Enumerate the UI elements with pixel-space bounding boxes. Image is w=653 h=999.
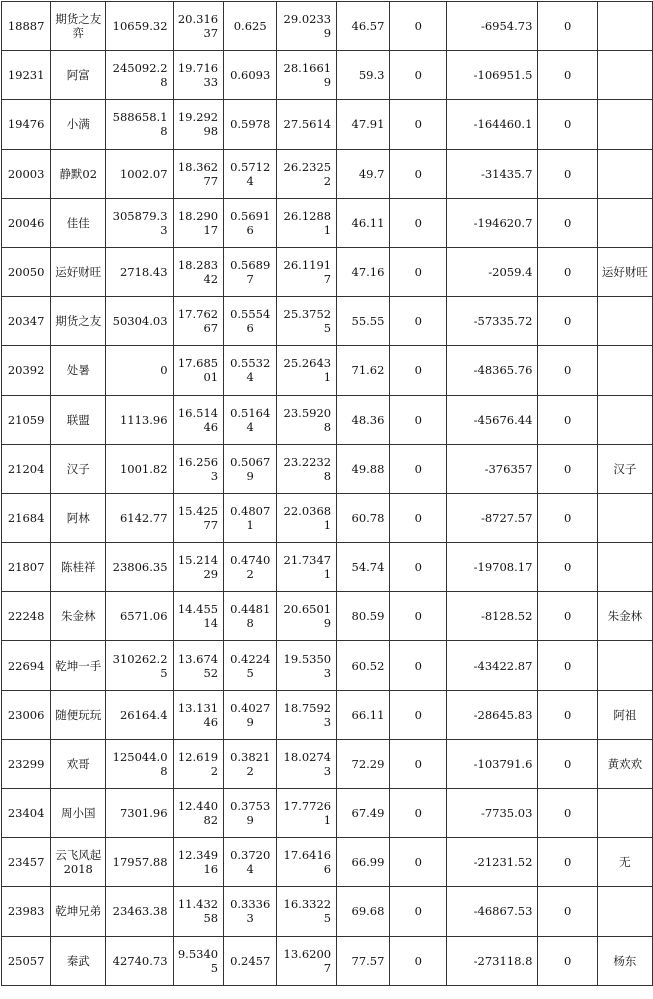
- cell-value-d: 28.16619: [277, 51, 337, 100]
- cell-id: 20046: [2, 198, 51, 247]
- cell-balance: 2718.43: [106, 247, 173, 296]
- cell-id: 20003: [2, 149, 51, 198]
- cell-id: 21059: [2, 395, 51, 444]
- cell-id: 23299: [2, 739, 51, 788]
- cell-value-c: 0.55546: [224, 297, 277, 346]
- cell-id: 18887: [2, 2, 51, 51]
- cell-value-f: 0: [390, 51, 447, 100]
- cell-value-e: 49.88: [337, 444, 390, 493]
- cell-name: 期货之友: [51, 297, 106, 346]
- cell-value-g: -2059.4: [447, 247, 538, 296]
- cell-value-g: -273118.8: [447, 936, 538, 985]
- cell-balance: 23463.38: [106, 887, 173, 936]
- data-table: [1, 1, 653, 986]
- cell-value-b: 16.51446: [173, 395, 224, 444]
- cell-value-c: 0.2457: [224, 936, 277, 985]
- table-row: [2, 51, 653, 100]
- cell-value-d: 17.77261: [277, 789, 337, 838]
- cell-value-f: 0: [390, 838, 447, 887]
- cell-value-d: 20.65019: [277, 592, 337, 641]
- cell-note: [597, 395, 652, 444]
- cell-value-h: 0: [538, 346, 597, 395]
- cell-id: 23404: [2, 789, 51, 838]
- cell-value-b: 9.53405: [173, 936, 224, 985]
- table-row: [2, 739, 653, 788]
- cell-name: 欢哥: [51, 739, 106, 788]
- cell-value-e: 47.91: [337, 100, 390, 149]
- cell-note: [597, 543, 652, 592]
- cell-value-c: 0.625: [224, 2, 277, 51]
- table-row: [2, 149, 653, 198]
- cell-note: [597, 641, 652, 690]
- cell-value-b: 13.67452: [173, 641, 224, 690]
- cell-balance: 305879.33: [106, 198, 173, 247]
- cell-value-h: 0: [538, 2, 597, 51]
- cell-balance: 6571.06: [106, 592, 173, 641]
- cell-value-d: 18.02743: [277, 739, 337, 788]
- cell-balance: 23806.35: [106, 543, 173, 592]
- cell-id: 22248: [2, 592, 51, 641]
- cell-value-b: 16.2563: [173, 444, 224, 493]
- cell-name: 期货之友弈: [51, 2, 106, 51]
- cell-value-c: 0.50679: [224, 444, 277, 493]
- cell-value-e: 71.62: [337, 346, 390, 395]
- cell-value-g: -48365.76: [447, 346, 538, 395]
- table-row: [2, 346, 653, 395]
- cell-value-e: 47.16: [337, 247, 390, 296]
- cell-name: 乾坤兄弟: [51, 887, 106, 936]
- cell-value-d: 29.02339: [277, 2, 337, 51]
- cell-note: 汉子: [597, 444, 652, 493]
- cell-value-c: 0.38212: [224, 739, 277, 788]
- cell-value-f: 0: [390, 789, 447, 838]
- table-row: [2, 887, 653, 936]
- cell-value-c: 0.44818: [224, 592, 277, 641]
- cell-note: [597, 149, 652, 198]
- cell-value-d: 26.11917: [277, 247, 337, 296]
- cell-value-e: 80.59: [337, 592, 390, 641]
- cell-balance: 17957.88: [106, 838, 173, 887]
- cell-value-g: -19708.17: [447, 543, 538, 592]
- cell-name: 阿林: [51, 493, 106, 542]
- cell-value-e: 59.3: [337, 51, 390, 100]
- cell-note: [597, 51, 652, 100]
- cell-note: 杨东: [597, 936, 652, 985]
- cell-value-h: 0: [538, 838, 597, 887]
- cell-value-h: 0: [538, 493, 597, 542]
- table-row: [2, 198, 653, 247]
- cell-value-h: 0: [538, 149, 597, 198]
- cell-value-c: 0.51644: [224, 395, 277, 444]
- cell-value-c: 0.47402: [224, 543, 277, 592]
- cell-value-c: 0.6093: [224, 51, 277, 100]
- cell-value-e: 60.52: [337, 641, 390, 690]
- cell-value-d: 16.33225: [277, 887, 337, 936]
- cell-note: [597, 2, 652, 51]
- cell-value-g: -376357: [447, 444, 538, 493]
- cell-id: 20347: [2, 297, 51, 346]
- cell-value-g: -6954.73: [447, 2, 538, 51]
- cell-value-h: 0: [538, 395, 597, 444]
- table-row: [2, 2, 653, 51]
- cell-value-f: 0: [390, 690, 447, 739]
- cell-value-f: 0: [390, 887, 447, 936]
- cell-note: [597, 789, 652, 838]
- cell-id: 23006: [2, 690, 51, 739]
- table-row: [2, 543, 653, 592]
- cell-note: [597, 887, 652, 936]
- table-row: [2, 838, 653, 887]
- cell-value-f: 0: [390, 739, 447, 788]
- cell-value-b: 20.31637: [173, 2, 224, 51]
- cell-name: 处暑: [51, 346, 106, 395]
- cell-name: 运好财旺: [51, 247, 106, 296]
- cell-value-g: -21231.52: [447, 838, 538, 887]
- cell-value-d: 17.64166: [277, 838, 337, 887]
- cell-value-d: 26.12881: [277, 198, 337, 247]
- cell-value-b: 13.13146: [173, 690, 224, 739]
- cell-value-c: 0.40279: [224, 690, 277, 739]
- cell-note: [597, 198, 652, 247]
- table-row: [2, 247, 653, 296]
- cell-id: 21807: [2, 543, 51, 592]
- cell-value-g: -8727.57: [447, 493, 538, 542]
- cell-value-e: 48.36: [337, 395, 390, 444]
- cell-name: 汉子: [51, 444, 106, 493]
- cell-value-e: 49.7: [337, 149, 390, 198]
- cell-name: 阿富: [51, 51, 106, 100]
- cell-value-e: 67.49: [337, 789, 390, 838]
- cell-balance: 26164.4: [106, 690, 173, 739]
- cell-balance: 310262.25: [106, 641, 173, 690]
- cell-value-g: -106951.5: [447, 51, 538, 100]
- cell-value-f: 0: [390, 198, 447, 247]
- cell-value-c: 0.48071: [224, 493, 277, 542]
- cell-value-g: -46867.53: [447, 887, 538, 936]
- cell-value-d: 25.26431: [277, 346, 337, 395]
- cell-balance: 10659.32: [106, 2, 173, 51]
- cell-value-d: 23.59208: [277, 395, 337, 444]
- cell-note: [597, 493, 652, 542]
- cell-value-h: 0: [538, 51, 597, 100]
- table-row: [2, 690, 653, 739]
- cell-value-d: 26.23252: [277, 149, 337, 198]
- cell-balance: 1002.07: [106, 149, 173, 198]
- cell-name: 联盟: [51, 395, 106, 444]
- cell-value-g: -103791.6: [447, 739, 538, 788]
- cell-value-h: 0: [538, 789, 597, 838]
- cell-value-b: 18.29017: [173, 198, 224, 247]
- cell-value-d: 22.03681: [277, 493, 337, 542]
- cell-name: 随便玩玩: [51, 690, 106, 739]
- cell-note: 黄欢欢: [597, 739, 652, 788]
- cell-value-f: 0: [390, 2, 447, 51]
- cell-value-e: 66.11: [337, 690, 390, 739]
- cell-balance: 125044.08: [106, 739, 173, 788]
- cell-value-e: 55.55: [337, 297, 390, 346]
- cell-value-h: 0: [538, 739, 597, 788]
- cell-value-g: -28645.83: [447, 690, 538, 739]
- cell-value-f: 0: [390, 543, 447, 592]
- cell-value-e: 72.29: [337, 739, 390, 788]
- table-row: [2, 641, 653, 690]
- cell-id: 22694: [2, 641, 51, 690]
- cell-note: [597, 346, 652, 395]
- cell-balance: 0: [106, 346, 173, 395]
- cell-name: 乾坤一手: [51, 641, 106, 690]
- cell-value-d: 19.53503: [277, 641, 337, 690]
- cell-value-g: -7735.03: [447, 789, 538, 838]
- cell-value-d: 13.62007: [277, 936, 337, 985]
- cell-balance: 6142.77: [106, 493, 173, 542]
- cell-value-c: 0.37204: [224, 838, 277, 887]
- cell-value-h: 0: [538, 887, 597, 936]
- cell-balance: 50304.03: [106, 297, 173, 346]
- cell-value-g: -194620.7: [447, 198, 538, 247]
- cell-name: 周小国: [51, 789, 106, 838]
- cell-note: 运好财旺: [597, 247, 652, 296]
- cell-value-b: 11.43258: [173, 887, 224, 936]
- cell-value-e: 60.78: [337, 493, 390, 542]
- cell-value-h: 0: [538, 297, 597, 346]
- cell-value-f: 0: [390, 936, 447, 985]
- cell-value-h: 0: [538, 247, 597, 296]
- cell-value-b: 19.71633: [173, 51, 224, 100]
- cell-value-h: 0: [538, 592, 597, 641]
- cell-value-h: 0: [538, 100, 597, 149]
- cell-value-c: 0.42245: [224, 641, 277, 690]
- cell-value-e: 46.11: [337, 198, 390, 247]
- cell-value-h: 0: [538, 690, 597, 739]
- cell-value-c: 0.37539: [224, 789, 277, 838]
- cell-value-f: 0: [390, 149, 447, 198]
- table-row: [2, 789, 653, 838]
- cell-name: 静默02: [51, 149, 106, 198]
- cell-value-c: 0.57124: [224, 149, 277, 198]
- cell-value-g: -31435.7: [447, 149, 538, 198]
- cell-name: 秦武: [51, 936, 106, 985]
- cell-id: 20392: [2, 346, 51, 395]
- table-body: [2, 2, 653, 986]
- table-row: [2, 297, 653, 346]
- cell-balance: 588658.18: [106, 100, 173, 149]
- cell-value-c: 0.33363: [224, 887, 277, 936]
- cell-value-f: 0: [390, 247, 447, 296]
- cell-note: 阿祖: [597, 690, 652, 739]
- cell-value-f: 0: [390, 297, 447, 346]
- cell-value-d: 21.73471: [277, 543, 337, 592]
- cell-id: 21684: [2, 493, 51, 542]
- cell-id: 19231: [2, 51, 51, 100]
- table-row: [2, 592, 653, 641]
- cell-value-b: 17.76267: [173, 297, 224, 346]
- cell-value-e: 77.57: [337, 936, 390, 985]
- cell-name: 小满: [51, 100, 106, 149]
- cell-value-d: 18.75923: [277, 690, 337, 739]
- cell-value-c: 0.56916: [224, 198, 277, 247]
- cell-name: 朱金林: [51, 592, 106, 641]
- cell-value-f: 0: [390, 395, 447, 444]
- cell-value-c: 0.5978: [224, 100, 277, 149]
- cell-balance: 1001.82: [106, 444, 173, 493]
- cell-value-e: 66.99: [337, 838, 390, 887]
- cell-note: 无: [597, 838, 652, 887]
- cell-id: 23983: [2, 887, 51, 936]
- cell-value-g: -164460.1: [447, 100, 538, 149]
- cell-value-c: 0.56897: [224, 247, 277, 296]
- cell-value-b: 18.36277: [173, 149, 224, 198]
- cell-value-g: -45676.44: [447, 395, 538, 444]
- cell-note: 朱金林: [597, 592, 652, 641]
- cell-value-b: 15.21429: [173, 543, 224, 592]
- cell-value-b: 17.68501: [173, 346, 224, 395]
- table-row: [2, 395, 653, 444]
- cell-balance: 7301.96: [106, 789, 173, 838]
- cell-id: 19476: [2, 100, 51, 149]
- cell-value-e: 46.57: [337, 2, 390, 51]
- cell-value-f: 0: [390, 346, 447, 395]
- cell-name: 佳佳: [51, 198, 106, 247]
- cell-value-h: 0: [538, 936, 597, 985]
- cell-note: [597, 100, 652, 149]
- cell-value-b: 12.44082: [173, 789, 224, 838]
- cell-value-b: 15.42577: [173, 493, 224, 542]
- cell-id: 25057: [2, 936, 51, 985]
- cell-balance: 245092.28: [106, 51, 173, 100]
- table-row: [2, 100, 653, 149]
- cell-balance: 42740.73: [106, 936, 173, 985]
- cell-balance: 1113.96: [106, 395, 173, 444]
- table-row: [2, 936, 653, 985]
- cell-value-g: -57335.72: [447, 297, 538, 346]
- cell-name: 云飞风起2018: [51, 838, 106, 887]
- cell-value-f: 0: [390, 444, 447, 493]
- cell-value-h: 0: [538, 543, 597, 592]
- cell-value-b: 18.28342: [173, 247, 224, 296]
- cell-value-b: 14.45514: [173, 592, 224, 641]
- cell-name: 陈桂祥: [51, 543, 106, 592]
- cell-value-e: 69.68: [337, 887, 390, 936]
- cell-id: 20050: [2, 247, 51, 296]
- cell-note: [597, 297, 652, 346]
- cell-value-h: 0: [538, 641, 597, 690]
- table-row: [2, 493, 653, 542]
- cell-value-g: -43422.87: [447, 641, 538, 690]
- cell-value-b: 19.29298: [173, 100, 224, 149]
- cell-value-f: 0: [390, 493, 447, 542]
- cell-value-c: 0.55324: [224, 346, 277, 395]
- cell-value-g: -8128.52: [447, 592, 538, 641]
- cell-value-f: 0: [390, 100, 447, 149]
- cell-value-b: 12.6192: [173, 739, 224, 788]
- cell-value-h: 0: [538, 198, 597, 247]
- cell-value-f: 0: [390, 592, 447, 641]
- cell-id: 21204: [2, 444, 51, 493]
- cell-value-d: 27.5614: [277, 100, 337, 149]
- cell-value-f: 0: [390, 641, 447, 690]
- cell-value-d: 25.37525: [277, 297, 337, 346]
- cell-value-b: 12.34916: [173, 838, 224, 887]
- cell-id: 23457: [2, 838, 51, 887]
- table-row: [2, 444, 653, 493]
- cell-value-h: 0: [538, 444, 597, 493]
- cell-value-d: 23.22328: [277, 444, 337, 493]
- cell-value-e: 54.74: [337, 543, 390, 592]
